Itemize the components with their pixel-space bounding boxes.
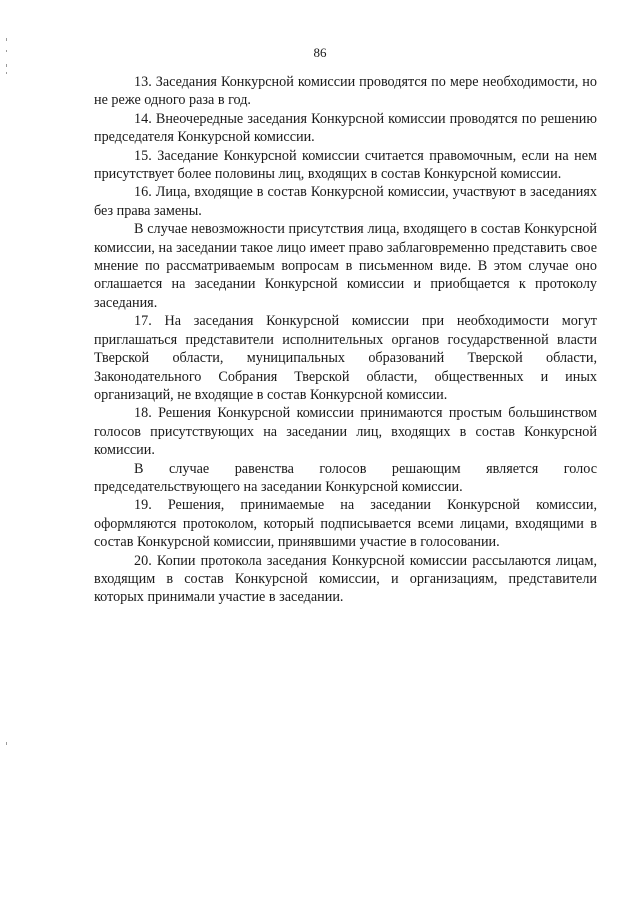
paragraph-17: 17. На заседания Конкурсной комиссии при необходимости могут приглашаться представители исполнительных органов государственной власти Тверской области, муниципальных образований Тверской области, Законодательного Собрания Тверской области, общественных и иных организаций, не входящие в состав Конкурсной комиссии.: [94, 313, 597, 403]
document-body: [94, 73, 597, 607]
paragraph-16: 16. Лица, входящие в состав Конкурсной комиссии, участвуют в заседаниях без права замены.: [94, 184, 597, 219]
paragraph-18-continuation: В случае равенства голосов решающим является голос председательствующего на заседании Конкурсной комиссии.: [94, 460, 597, 495]
scan-margin-marks: [6, 0, 10, 905]
paragraph-16-continuation: В случае невозможности присутствия лица, входящего в состав Конкурсной комиссии, на заседании такое лицо имеет право заблаговременно представить свое мнение по рассматриваемым вопросам в письменном виде. В этом случае оно оглашается на заседании Конкурсной комиссии и приобщается к протоколу заседания.: [94, 221, 597, 311]
page-number: 86: [313, 45, 327, 60]
paragraph-19: 19. Решения, принимаемые на заседании Конкурсной комиссии, оформляются протоколом, который подписывается всеми лицами, входящими в состав Конкурсной комиссии, принявшими участие в голосовании.: [94, 497, 597, 551]
paragraph-18: 18. Решения Конкурсной комиссии принимаются простым большинством голосов присутствующих на заседании лиц, входящих в состав Конкурсной комиссии.: [94, 405, 597, 459]
paragraph-15: 15. Заседание Конкурсной комиссии считается правомочным, если на нем присутствует более половины лиц, входящих в состав Конкурсной комиссии.: [94, 147, 597, 183]
paragraph-20: 20. Копии протокола заседания Конкурсной комиссии рассылаются лицам, входящим в состав Конкурсной комиссии, и организациям, представители которых принимали участие в заседании.: [94, 552, 597, 606]
paragraph-13: 13. Заседания Конкурсной комиссии проводятся по мере необходимости, но не реже одного раза в год.: [94, 74, 597, 109]
paragraph-14: 14. Внеочередные заседания Конкурсной комиссии проводятся по решению председателя Конкурсной комиссии.: [94, 110, 597, 146]
